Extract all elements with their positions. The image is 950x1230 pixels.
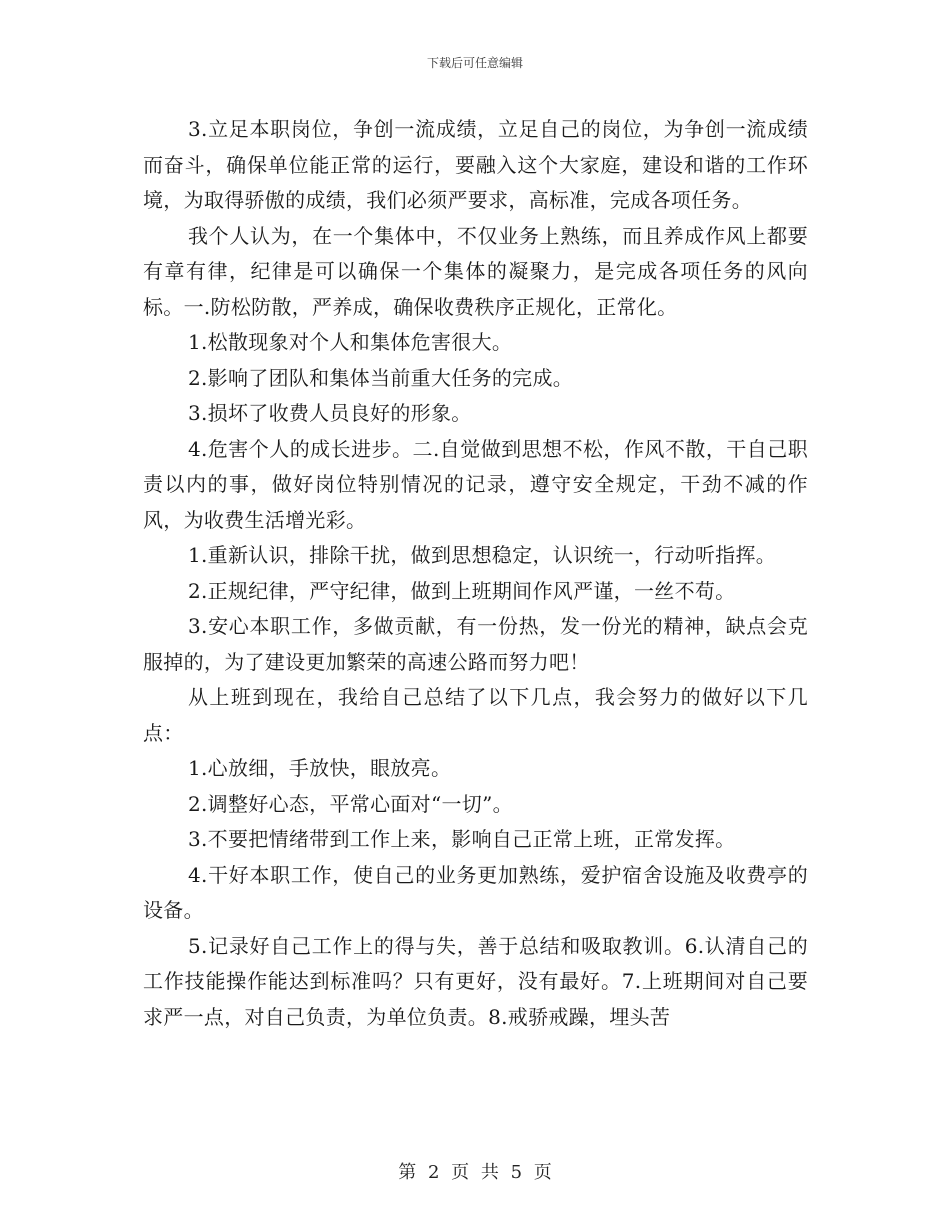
paragraph: 1.心放细，手放快，眼放亮。 bbox=[188, 756, 452, 780]
document-body bbox=[143, 112, 808, 1035]
paragraph: 我个人认为，在一个集体中，不仅业务上熟练，而且养成作风上都要有章有律，纪律是可以确保一个集体的凝聚力，是完成各项任务的风向标。一.防松防散，严养成，确保收费秩序正规化，正常化。 bbox=[143, 223, 808, 319]
paragraph: 3.不要把情绪带到工作上来，影响自己正常上班，正常发挥。 bbox=[188, 827, 736, 851]
paragraph: 1.松散现象对个人和集体危害很大。 bbox=[188, 330, 513, 354]
paragraph: 3.立足本职岗位，争创一流成绩，立足自己的岗位，为争创一流成绩而奋斗，确保单位能正常的运行，要融入这个大家庭，建设和谐的工作环境，为取得骄傲的成绩，我们必须严要求，高标准，完成各项任务。 bbox=[143, 117, 808, 212]
paragraph: 从上班到现在，我给自己总结了以下几点，我会努力的做好以下几点： bbox=[143, 685, 808, 745]
paragraph: 4.干好本职工作，使自己的业务更加熟练，爱护宿舍设施及收费亭的设备。 bbox=[143, 862, 808, 922]
paragraph: 2.影响了团队和集体当前重大任务的完成。 bbox=[188, 365, 574, 390]
paragraph: 1.重新认识，排除干扰，做到思想稳定，认识统一，行动听指挥。 bbox=[188, 543, 777, 567]
paragraph: 4.危害个人的成长进步。二.自觉做到思想不松，作风不散，干自己职责以内的事，做好岗位特别情况的记录，遵守安全规定，干劲不减的作风，为收费生活增光彩。 bbox=[143, 436, 808, 532]
paragraph: 2.调整好心态，平常心面对“一切”。 bbox=[188, 791, 513, 816]
paragraph: 3.损坏了收费人员良好的形象。 bbox=[188, 401, 472, 425]
page-header: 下载后可任意编辑 bbox=[426, 56, 523, 70]
paragraph: 5.记录好自己工作上的得与失，善于总结和吸取教训。6.认清自己的工作技能操作能达到标准吗？只有更好，没有最好。7.上班期间对自己要求严一点，对自己负责，为单位负责。8.戒骄戒躁，埋头苦 bbox=[143, 933, 808, 1029]
paragraph: 3.安心本职工作，多做贡献，有一份热，发一份光的精神，缺点会克服掉的，为了建设更加繁荣的高速公路而努力吧！ bbox=[143, 614, 808, 674]
page-number-footer: 第 2 页 共 5 页 bbox=[398, 1162, 552, 1183]
paragraph: 2.正规纪律，严守纪律，做到上班期间作风严谨，一丝不苟。 bbox=[188, 578, 736, 603]
